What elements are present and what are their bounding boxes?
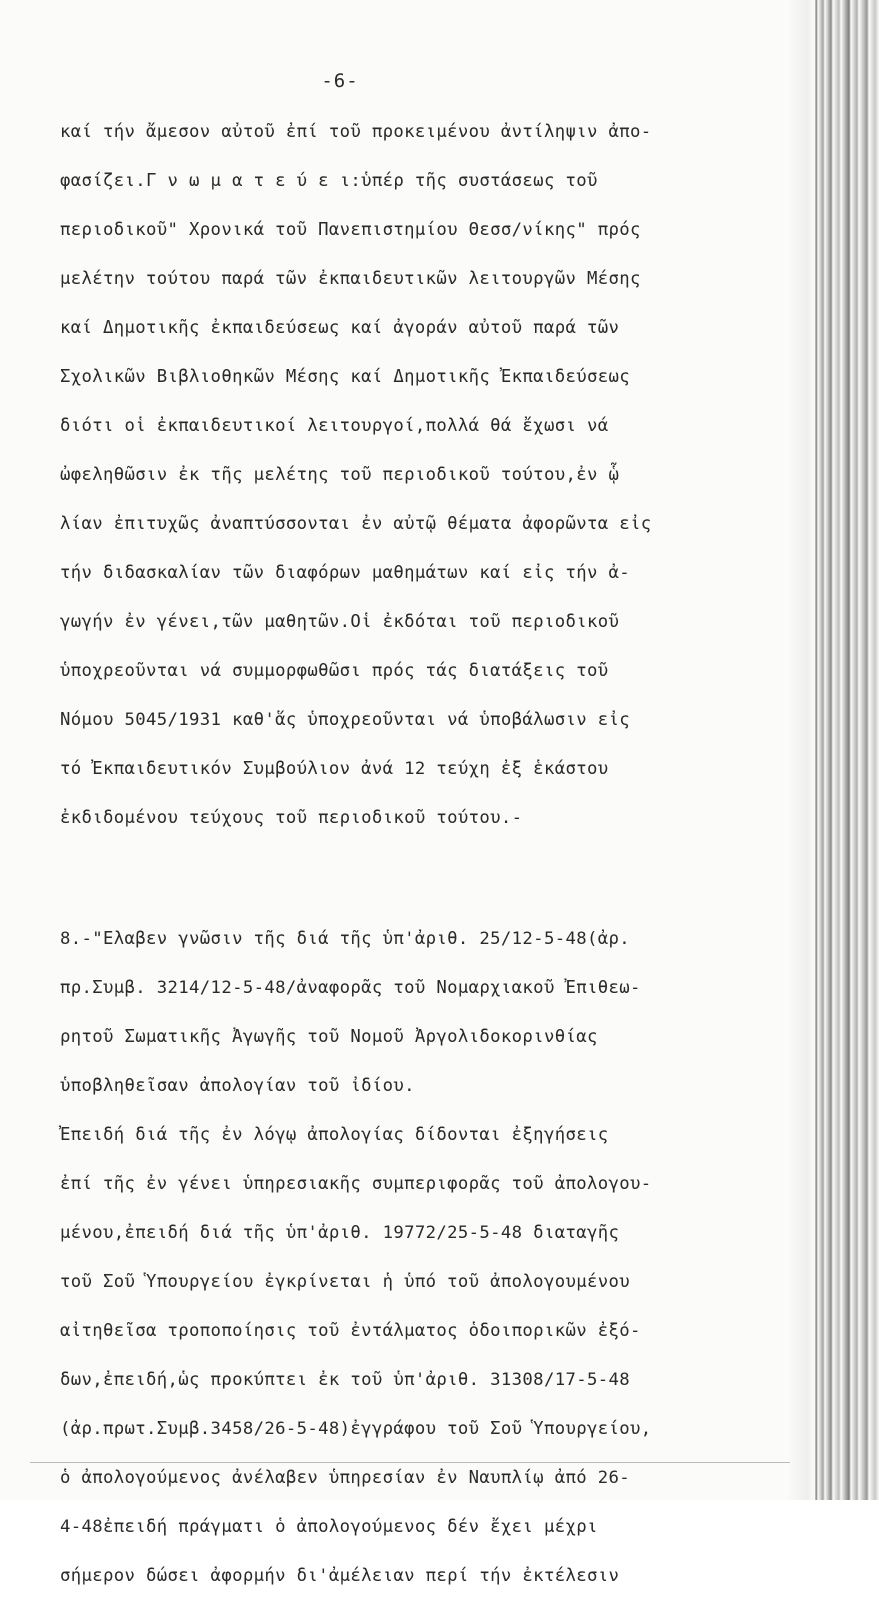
text-line: 4-48ἐπειδή πράγματι ὁ ἀπολογούμενος δέν ἔχει μέχρι	[60, 1517, 598, 1537]
footer-rule	[30, 1462, 790, 1463]
text-line: μελέτην τούτου παρά τῶν ἐκπαιδευτικῶν λειτουργῶν Μέσης	[60, 269, 641, 289]
text-line: ρητοῦ Σωματικῆς Ἀγωγῆς τοῦ Νομοῦ Ἀργολιδοκορινθίας	[60, 1027, 598, 1047]
document-body	[60, 108, 800, 1601]
text-line: φασίζει.Γ ν ω μ α τ ε ύ ε ι:ὑπέρ τῆς συστάσεως τοῦ	[60, 171, 598, 191]
text-line: καί Δημοτικῆς ἐκπαιδεύσεως καί ἀγοράν αὐτοῦ παρά τῶν	[60, 318, 620, 338]
text-line: αἰτηθεῖσα τροποποίησις τοῦ ἐντάλματος ὁδοιπορικῶν ἐξό-	[60, 1321, 641, 1341]
text-line: ὠφεληθῶσιν ἐκ τῆς μελέτης τοῦ περιοδικοῦ τούτου,ἐν ᾧ	[60, 465, 620, 485]
text-line: ὁ ἀπολογούμενος ἀνέλαβεν ὑπηρεσίαν ἐν Ναυπλίῳ ἀπό 26-	[60, 1468, 630, 1488]
text-line: περιοδικοῦ" Χρονικά τοῦ Πανεπιστημίου Θεσσ/νίκης" πρός	[60, 220, 641, 240]
text-line: Ἐπειδή διά τῆς ἐν λόγῳ ἀπολογίας δίδονται ἐξηγήσεις	[60, 1125, 609, 1145]
page-number: -6-	[321, 70, 359, 92]
text-line: ὑποβληθεῖσαν ἀπολογίαν τοῦ ἰδίου.	[60, 1076, 415, 1096]
text-line: ὑποχρεοῦνται νά συμμορφωθῶσι πρός τάς διατάξεις τοῦ	[60, 661, 609, 681]
text-line: Νόμου 5045/1931 καθ'ἅς ὑποχρεοῦνται νά ὑποβάλωσιν εἰς	[60, 710, 630, 730]
text-line: λίαν ἐπιτυχῶς ἀναπτύσσονται ἐν αὐτῷ θέματα ἀφορῶντα εἰς	[60, 514, 652, 534]
text-line: δων,ἐπειδή,ὡς προκύπτει ἐκ τοῦ ὑπ'ἀριθ. 31308/17-5-48	[60, 1370, 630, 1390]
paragraph-gap	[60, 843, 800, 915]
text-line: γωγήν ἐν γένει,τῶν μαθητῶν.Οἱ ἐκδόται τοῦ περιοδικοῦ	[60, 612, 620, 632]
text-line: Σχολικῶν Βιβλιοθηκῶν Μέσης καί Δημοτικῆς Ἐκπαιδεύσεως	[60, 367, 630, 387]
text-line: διότι οἱ ἐκπαιδευτικοί λειτουργοί,πολλά θά ἔχωσι νά	[60, 416, 609, 436]
text-line: μένου,ἐπειδή διά τῆς ὑπ'ἀριθ. 19772/25-5-48 διαταγῆς	[60, 1223, 620, 1243]
text-line: 8.-"Ελαβεν γνῶσιν τῆς διά τῆς ὑπ'ἀριθ. 25/12-5-48(ἀρ.	[60, 929, 630, 949]
text-line: καί τήν ἄμεσον αὐτοῦ ἐπί τοῦ προκειμένου ἀντίληψιν ἀπο-	[60, 122, 652, 142]
text-line: ἐκδιδομένου τεύχους τοῦ περιοδικοῦ τούτου.-	[60, 808, 523, 828]
text-line: ἐπί τῆς ἐν γένει ὑπηρεσιακῆς συμπεριφορᾶς τοῦ ἀπολογου-	[60, 1174, 652, 1194]
text-line: σήμερον δώσει ἀφορμήν δι'ἀμέλειαν περί τήν ἐκτέλεσιν	[60, 1566, 620, 1586]
text-line: (ἀρ.πρωτ.Συμβ.3458/26-5-48)ἐγγράφου τοῦ Σοῦ Ὑπουργείου,	[60, 1419, 652, 1439]
text-line: πρ.Συμβ. 3214/12-5-48/ἀναφορᾶς τοῦ Νομαρχιακοῦ Ἐπιθεω-	[60, 978, 641, 998]
text-line: τό Ἐκπαιδευτικόν Συμβούλιον ἀνά 12 τεύχη ἐξ ἑκάστου	[60, 759, 609, 779]
text-line: τοῦ Σοῦ Ὑπουργείου ἐγκρίνεται ἡ ὑπό τοῦ ἀπολογουμένου	[60, 1272, 630, 1292]
text-line: τήν διδασκαλίαν τῶν διαφόρων μαθημάτων καί εἰς τήν ἀ-	[60, 563, 630, 583]
binding-edge	[787, 0, 879, 1500]
